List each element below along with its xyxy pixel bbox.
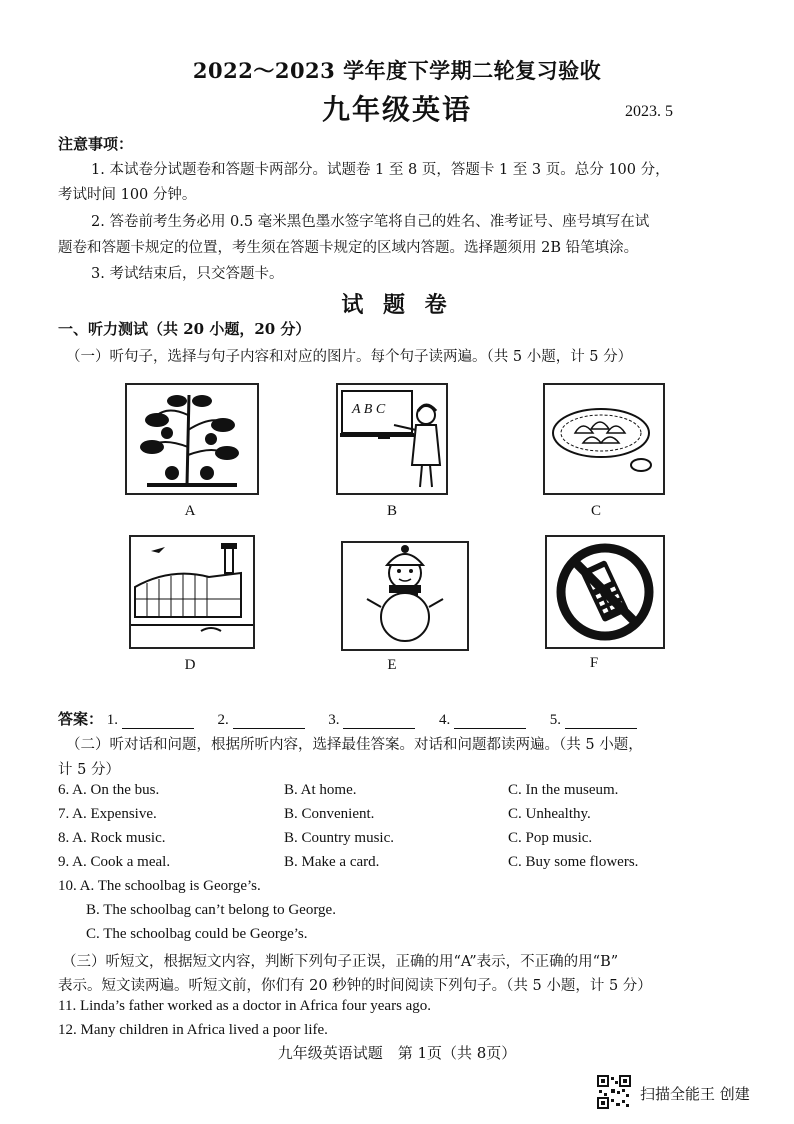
no-phone-icon (547, 537, 663, 647)
question-8-option-a: 8. A. Rock music. (58, 830, 166, 846)
question-6-option-c: C. In the museum. (508, 782, 619, 798)
notice-item-1-cont: 考试时间 100 分钟。 (58, 187, 197, 203)
answer-number-4: 4. (439, 712, 451, 728)
notice-item-3: 3. 考试结束后，只交答题卡。 (91, 266, 284, 282)
subject-title: 九年级英语 (321, 93, 472, 126)
part1-sub3-instructions: （三）听短文，根据短文内容，判断下列句子正误，正确的用“A”表示，不正确的用“B” (62, 954, 619, 970)
answer-blank-2[interactable] (233, 714, 305, 729)
section-title: 试 题 卷 (341, 292, 453, 318)
qr-code-icon (597, 1075, 631, 1109)
question-7-option-b: B. Convenient. (284, 806, 375, 822)
scanner-brand: 扫描全能王 创建 (640, 1085, 750, 1103)
question-7-option-c: C. Unhealthy. (508, 806, 591, 822)
question-9-option-c: C. Buy some flowers. (508, 854, 639, 870)
question-8-option-c: C. Pop music. (508, 830, 593, 846)
picture-d (129, 535, 255, 649)
answer-blank-4[interactable] (454, 714, 526, 729)
question-7-option-a: 7. A. Expensive. (58, 806, 157, 822)
picture-a (125, 383, 259, 495)
airport-building-icon (131, 537, 253, 647)
question-12: 12. Many children in Africa lived a poor life. (58, 1022, 328, 1038)
notice-item-2-cont: 题卷和答题卡规定的位置，考生须在答题卡规定的区域内答题。选择题须用 2B 铅笔填涂。 (58, 240, 639, 256)
part1-sub1-instructions: （一）听句子，选择与句子内容和对应的图片。每个句子读两遍。（共 5 小题，计 5 分） (66, 349, 633, 365)
picture-e (341, 541, 469, 651)
plant-icon (127, 385, 257, 493)
page-footer: 九年级英语试题 第 1页（共 8页） (277, 1044, 517, 1062)
part1-heading: 一、听力测试（共 20 小题，20 分） (58, 320, 311, 338)
answer-number-1: 1. (106, 712, 119, 728)
notice-heading: 注意事项： (58, 135, 134, 153)
question-10-option-c: C. The schoolbag could be George’s. (86, 926, 308, 942)
exam-date: 2023. 5 (625, 103, 673, 120)
picture-f (545, 535, 665, 649)
picture-label-b: B (386, 503, 397, 519)
question-10-option-a: 10. A. The schoolbag is George’s. (58, 878, 261, 894)
part1-sub2-instructions: （二）听对话和问题，根据所听内容，选择最佳答案。对话和问题都读两遍。（共 5 小题， (66, 737, 643, 753)
notice-item-1: 1. 本试卷分试题卷和答题卡两部分。试题卷 1 至 8 页，答题卡 1 至 3 页。总分 100 分， (91, 162, 670, 178)
blackboard-text: A B C (352, 402, 386, 417)
picture-label-a: A (184, 503, 196, 519)
question-8-option-b: B. Country music. (284, 830, 395, 846)
snowman-icon (343, 543, 467, 649)
question-9-option-b: B. Make a card. (284, 854, 380, 870)
question-10-option-b: B. The schoolbag can’t belong to George. (86, 902, 336, 918)
answer-blank-5[interactable] (565, 714, 637, 729)
answer-number-5: 5. (549, 712, 562, 728)
dumplings-plate-icon (545, 385, 663, 493)
picture-label-e: E (387, 657, 397, 673)
question-6-option-a: 6. A. On the bus. (58, 782, 160, 798)
picture-label-d: D (184, 657, 196, 673)
answer-label: 答案： (58, 712, 104, 728)
notice-item-2: 2. 答卷前考生务必用 0.5 毫米黑色墨水签字笔将自己的姓名、准考证号、座号填写在试 (91, 214, 650, 230)
exam-title: 2022～2023 学年度下学期二轮复习验收 (192, 58, 602, 83)
question-6-option-b: B. At home. (284, 782, 357, 798)
answer-row (58, 708, 637, 729)
picture-label-c: C (590, 503, 601, 519)
picture-label-f: F (589, 655, 599, 671)
answer-blank-1[interactable] (122, 714, 194, 729)
answer-blank-3[interactable] (343, 714, 415, 729)
answer-number-2: 2. (217, 712, 229, 728)
part1-sub2-instructions-cont: 计 5 分） (58, 762, 120, 778)
teacher-blackboard-icon (338, 385, 446, 493)
picture-b (336, 383, 448, 495)
question-9-option-a: 9. A. Cook a meal. (58, 854, 171, 870)
picture-c (543, 383, 665, 495)
question-11: 11. Linda’s father worked as a doctor in Africa four years ago. (58, 998, 432, 1014)
part1-sub3-instructions-cont: 表示。短文读两遍。听短文前，你们有 20 秒钟的时间阅读下列句子。（共 5 小题，计 5 分） (58, 978, 652, 994)
answer-number-3: 3. (328, 712, 340, 728)
